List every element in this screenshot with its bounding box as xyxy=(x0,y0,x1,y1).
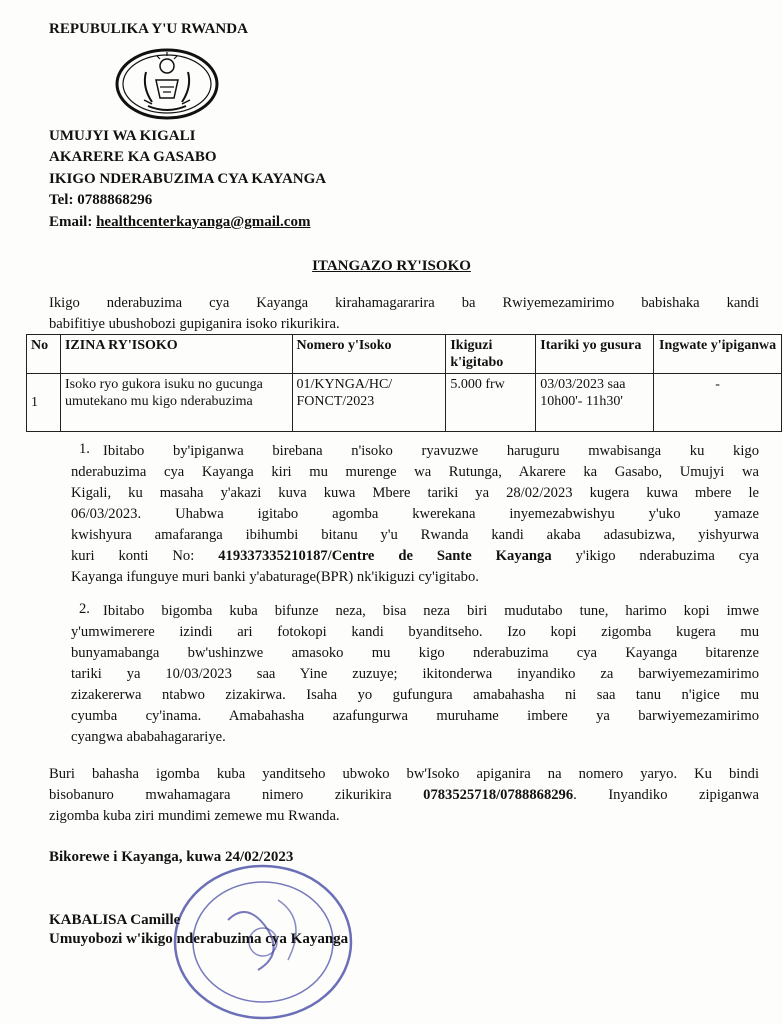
notice-title: ITANGAZO RY'ISOKO xyxy=(312,258,471,274)
bank-account: 419337335210187/Centre de Sante Kayanga xyxy=(218,548,552,564)
item2-line: zizakererwa ntabwo zizakirwa. Isaha yo gufungura amabahasha ni saa tanu n'igice mu xyxy=(71,687,759,703)
item1-line: nderabuzima cya Kayanga kiri mu murenge wa Rutunga, Akarere ka Gasabo, Umujyi wa xyxy=(71,464,759,480)
item2-paragraph xyxy=(71,601,759,748)
item1-line: kwishyura amafaranga ibihumbi bitanu y'u Rwanda kandi akaba adasubizwa, yishyurwa xyxy=(71,527,759,543)
item2-line: tariki ya 10/03/2023 saa Yine zuzuye; ikitonderwa inyandiko za barwiyemezamirimo xyxy=(71,666,759,682)
tender-table xyxy=(26,334,782,432)
rwanda-coat-of-arms-icon xyxy=(108,42,226,122)
col-header-name: IZINA RY'ISOKO xyxy=(60,335,292,374)
cell-price: 5.000 frw xyxy=(446,374,536,432)
intro-paragraph xyxy=(49,293,759,335)
item1-paragraph xyxy=(71,441,759,588)
item1-line: Ibitabo by'ipiganwa birebana n'isoko ryavuzwe haruguru mwabisanga ku kigo xyxy=(103,443,759,459)
email-label: Email: xyxy=(49,214,93,230)
col-header-number: Nomero y'Isoko xyxy=(292,335,446,374)
closing-paragraph xyxy=(49,764,759,827)
col-header-no: No xyxy=(27,335,61,374)
item2-line: bunyamabanga bw'ushinzwe amasoko mu kigo nderabuzima cya Kayanga bitarenze xyxy=(71,645,759,661)
item2-line: y'umwimerere izindi ari fotokopi kandi byanditseho. Izo kopi zigomba kugera mu xyxy=(71,624,759,640)
table-header-row xyxy=(27,335,782,374)
item2-line: Ibitabo bigomba kuba bifunze neza, bisa neza biri mudutabo tune, harimo kopi imwe xyxy=(103,603,759,619)
item1-account-line xyxy=(71,546,759,567)
cell-no: 1 xyxy=(27,374,61,432)
country-heading: REPUBULIKA Y'U RWANDA xyxy=(49,21,248,37)
signatory-name: KABALISA Camille xyxy=(49,912,181,928)
cell-number: 01/KYNGA/HC/ FONCT/2023 xyxy=(292,374,446,432)
account-suffix: y'ikigo nderabuzima cya xyxy=(551,548,759,564)
item1-number: 1. xyxy=(79,441,90,457)
cell-guarantee: - xyxy=(654,374,782,432)
item2-number: 2. xyxy=(79,601,90,617)
place-date: Bikorewe i Kayanga, kuwa 24/02/2023 xyxy=(49,849,294,865)
signatory-position: Umuyobozi w'ikigo nderabuzima cya Kayanga xyxy=(49,931,349,947)
closing-line: Buri bahasha igomba kuba yanditseho ubwoko bw'Isoko apiganira na nomero yaryo. Ku bindi xyxy=(49,766,759,782)
intro-line: Ikigo nderabuzima cya Kayanga kirahamagararira ba Rwiyemezamirimo babishaka kandi xyxy=(49,295,759,311)
item1-line: Kigali, ku masaha y'akazi kuva kuwa Mbere tariki ya 28/02/2023 kugera kuwa mbere le xyxy=(71,485,759,501)
col-header-visit: Itariki yo gusura xyxy=(536,335,654,374)
phone-suffix: . Inyandiko zipiganwa xyxy=(573,787,759,803)
closing-phone-line xyxy=(49,785,759,806)
col-header-price: Ikiguzi k'igitabo xyxy=(446,335,536,374)
tel-label: Tel: xyxy=(49,192,74,208)
tel-value: 0788868296 xyxy=(77,192,153,208)
institution-heading: IKIGO NDERABUZIMA CYA KAYANGA xyxy=(49,171,327,187)
phone-prefix: bisobanuro mwahamagara nimero zikurikira xyxy=(49,787,424,803)
cell-name: Isoko ryo gukora isuku no gucunga umutekano mu kigo nderabuzima xyxy=(60,374,292,432)
email-line xyxy=(49,213,310,232)
cell-visit: 03/03/2023 saa 10h00'- 11h30' xyxy=(536,374,654,432)
account-prefix: kuri konti No: xyxy=(71,548,219,564)
closing-line: zigomba kuba ziri mundimi zemewe mu Rwanda. xyxy=(49,808,340,824)
intro-line: babifitiye ubushobozi gupiganira isoko rikurikira. xyxy=(49,316,340,332)
district-heading: AKARERE KA GASABO xyxy=(49,149,217,165)
item1-line: 06/03/2023. Uhabwa igitabo agomba kwerekana inyemezabwishyu y'uko yamaze xyxy=(71,506,759,522)
item2-line: cyumba cy'inama. Amabahasha azafungurwa muruhame imbere ya barwiyemezamirimo xyxy=(71,708,759,724)
telephone-line xyxy=(49,191,152,210)
item2-line: cyangwa ababahagarariye. xyxy=(71,729,226,745)
table-row xyxy=(27,374,782,432)
col-header-guarantee: Ingwate y'ipiganwa xyxy=(654,335,782,374)
city-heading: UMUJYI WA KIGALI xyxy=(49,128,196,144)
item1-line: Kayanga ifunguye muri banki y'abaturage(BPR) nk'ikiguzi cy'igitabo. xyxy=(71,569,479,585)
email-link[interactable]: healthcenterkayanga@gmail.com xyxy=(96,214,311,230)
contact-phones: 0783525718/0788868296 xyxy=(423,787,574,803)
